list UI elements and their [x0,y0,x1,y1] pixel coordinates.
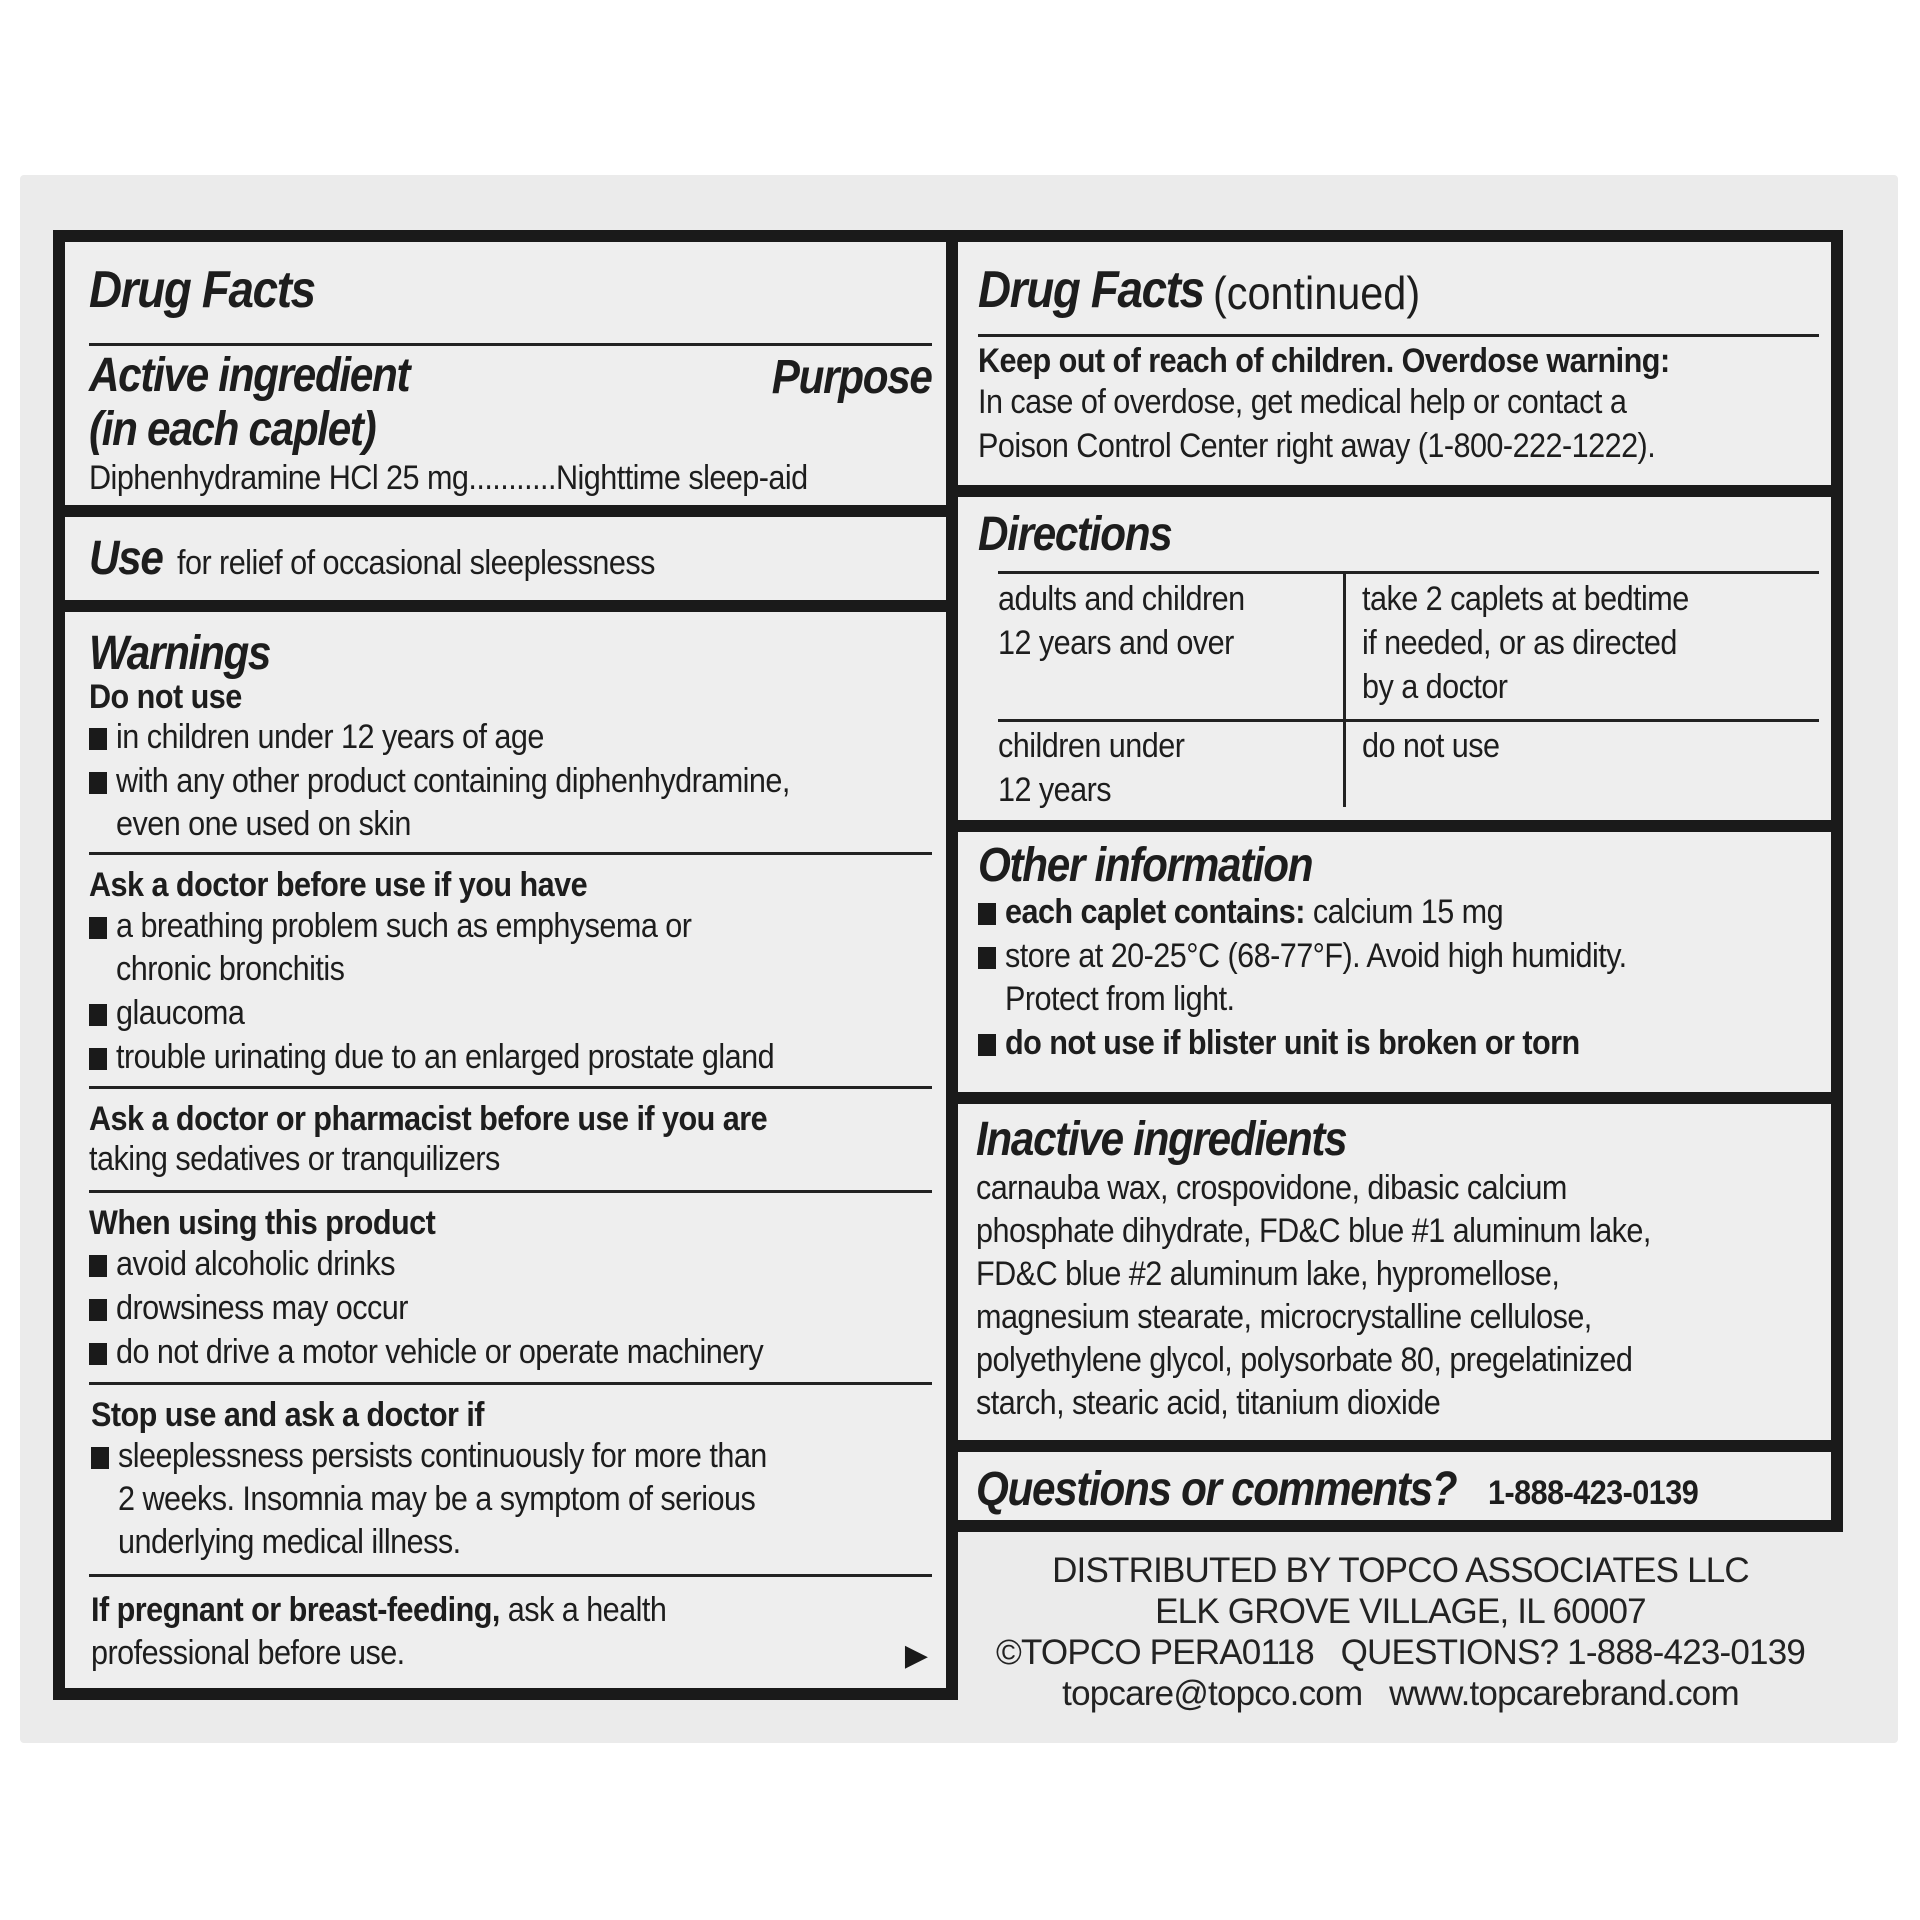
section-divider [958,1440,1831,1452]
warning-item: in children under 12 years of age [89,715,544,759]
warning-item: trouble urinating due to an enlarged prostate gland [89,1035,774,1079]
bullet-icon [89,772,107,794]
other-info-item: store at 20-25°C (68-77°F). Avoid high humidity. [978,934,1627,978]
pregnancy-warning-continued: professional before use. [91,1634,405,1672]
inactive-ingredients-line: starch, stearic acid, titanium dioxide [976,1384,1441,1422]
ingredient-name: Diphenhydramine HCl 25 mg [89,459,469,497]
divider [89,1574,932,1577]
section-divider [958,1092,1831,1104]
active-ingredient-section [65,242,946,505]
divider [89,1190,932,1193]
active-ingredient-subheading: (in each caplet) [89,403,376,456]
directions-who: children under [998,727,1185,765]
inactive-ingredients-line: magnesium stearate, microcrystalline cellulose, [976,1298,1592,1336]
directions-who: 12 years and over [998,624,1234,662]
warning-item-continued: underlying medical illness. [118,1523,461,1561]
warning-item: glaucoma [89,991,244,1035]
inactive-ingredients-line: carnauba wax, crospovidone, dibasic calcium [976,1169,1567,1207]
purpose-heading: Purpose [772,351,932,404]
drug-facts-continued-title: Drug Facts [978,261,1204,319]
questions-phone: 1-888-423-0139 [1488,1474,1699,1512]
warning-item-continued: 2 weeks. Insomnia may be a symptom of serious [118,1480,756,1518]
section-divider [65,600,946,612]
inactive-ingredients-line: phosphate dihydrate, FD&C blue #1 aluminum lake, [976,1212,1651,1250]
bullet-icon [91,1447,109,1469]
bullet-icon [89,1255,107,1277]
distributor-footer [958,1550,1843,1714]
other-information-heading: Other information [978,839,1313,892]
pregnancy-warning: If pregnant or breast-feeding, ask a health [91,1591,667,1629]
other-info-item-continued: Protect from light. [1005,980,1235,1018]
warning-item: avoid alcoholic drinks [89,1242,395,1286]
inactive-ingredients-line: FD&C blue #2 aluminum lake, hypromellose, [976,1255,1560,1293]
when-using-heading: When using this product [89,1204,436,1242]
keep-out-section [958,242,1831,485]
warning-item-continued: chronic bronchitis [116,950,345,988]
directions-dose: by a doctor [1362,668,1508,706]
section-divider [958,485,1831,497]
other-info-item: do not use if blister unit is broken or torn [978,1021,1580,1065]
ask-pharmacist-heading: Ask a doctor or pharmacist before use if you are [89,1100,768,1138]
divider [978,334,1819,337]
warning-item: do not drive a motor vehicle or operate machinery [89,1330,763,1374]
warning-item-continued: even one used on skin [116,805,411,843]
other-info-item: each caplet contains: calcium 15 mg [978,890,1503,934]
table-column-divider [1343,571,1346,807]
use-section [65,517,946,600]
keep-out-warning: Keep out of reach of children. Overdose warning: [978,342,1670,380]
continued-suffix: (continued) [1213,267,1421,319]
divider [89,1086,932,1089]
section-divider [65,505,946,517]
questions-heading: Questions or comments? [976,1463,1457,1516]
section-divider [958,820,1831,832]
directions-who: 12 years [998,771,1112,809]
directions-dose: do not use [1362,727,1500,765]
directions-dose: take 2 caplets at bedtime [1362,580,1689,618]
stop-use-heading: Stop use and ask a doctor if [91,1396,484,1434]
table-rule [998,719,1819,722]
overdose-text-line1: In case of overdose, get medical help or contact a [978,383,1627,421]
warning-item: drowsiness may occur [89,1286,408,1330]
bullet-icon [978,903,996,925]
footer-distributor: DISTRIBUTED BY TOPCO ASSOCIATES LLC [1052,1551,1749,1590]
footer-copyright-questions: ©TOPCO PERA0118 QUESTIONS? 1-888-423-0139 [995,1633,1806,1672]
drug-facts-title: Drug Facts [89,261,315,319]
overdose-text-line2: Poison Control Center right away (1-800-222-1222). [978,427,1656,465]
divider [89,1382,932,1385]
inactive-ingredients-section [958,1104,1831,1440]
active-ingredient-row [89,456,808,500]
warning-item: with any other product containing diphenhydramine, [89,759,790,803]
directions-dose: if needed, or as directed [1362,624,1677,662]
divider [89,852,932,855]
footer-contact-links: topcare@topco.com www.topcarebrand.com [1062,1674,1739,1713]
ask-pharmacist-text: taking sedatives or tranquilizers [89,1140,500,1178]
use-heading: Use [89,532,163,585]
inactive-ingredients-line: polyethylene glycol, polysorbate 80, pregelatinized [976,1341,1633,1379]
use-text: for relief of occasional sleeplessness [177,544,655,582]
directions-who: adults and children [998,580,1245,618]
bullet-icon [978,1034,996,1056]
questions-section [958,1452,1831,1532]
ask-doctor-heading: Ask a doctor before use if you have [89,866,588,904]
drug-facts-left-panel [53,230,958,1700]
bullet-icon [978,947,996,969]
warnings-section [65,612,946,1688]
table-rule [998,571,1819,574]
ingredient-purpose: Nighttime sleep-aid [555,459,808,497]
warning-item: sleeplessness persists continuously for more than [91,1434,767,1478]
do-not-use-heading: Do not use [89,678,242,716]
leader-dots: ........... [468,459,556,497]
bullet-icon [89,1343,107,1365]
bullet-icon [89,1004,107,1026]
other-information-section [958,832,1831,1092]
active-ingredient-heading: Active ingredient [89,349,410,402]
directions-heading: Directions [978,508,1172,561]
directions-section [958,497,1831,820]
bullet-icon [89,728,107,750]
warning-item: a breathing problem such as emphysema or [89,904,691,948]
inactive-ingredients-heading: Inactive ingredients [976,1113,1347,1166]
bullet-icon [89,917,107,939]
drug-facts-right-panel [946,230,1843,1532]
bullet-icon [89,1299,107,1321]
continue-arrow-icon: ▶ [904,1639,928,1672]
bullet-icon [89,1048,107,1070]
warnings-heading: Warnings [89,627,271,680]
footer-address: ELK GROVE VILLAGE, IL 60007 [1155,1592,1646,1631]
divider [89,343,932,346]
